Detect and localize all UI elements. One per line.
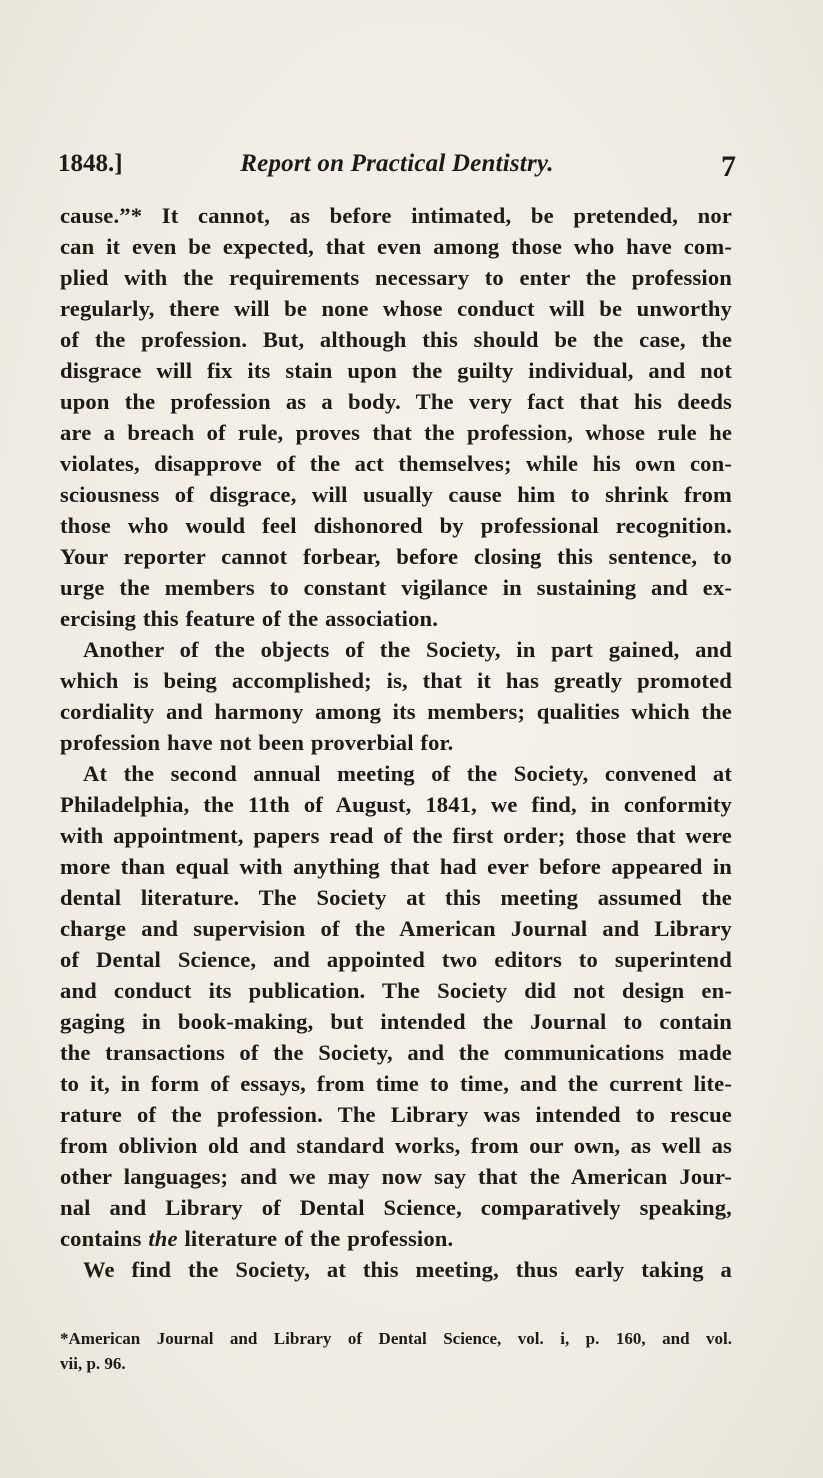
paragraph-2: [60, 634, 732, 758]
text-line: profession have not been proverbial for.: [60, 730, 454, 755]
page-number: 7: [721, 150, 736, 183]
footnote: [60, 1326, 732, 1376]
text-line: ercising this feature of the association.: [60, 606, 439, 631]
text-line: sciousness of disgrace, will usually cause him to shrink from: [60, 482, 732, 507]
text-line: Your reporter cannot forbear, before closing this sentence, to: [60, 544, 732, 569]
header-year: 1848.]: [58, 150, 123, 177]
text-line: urge the members to constant vigilance in sustaining and ex-: [60, 575, 732, 600]
paragraph-4: [60, 1254, 732, 1285]
text-line: nal and Library of Dental Science, comparatively speaking,: [60, 1195, 732, 1220]
text-line: charge and supervision of the American Journal and Library: [60, 916, 732, 941]
text-line: Philadelphia, the 11th of August, 1841, we find, in conformity: [60, 792, 732, 817]
text-line: violates, disapprove of the act themselves; while his own con-: [60, 451, 732, 476]
text-line: more than equal with anything that had ever before appeared in: [60, 854, 732, 879]
header-title: Report on Practical Dentistry.: [240, 150, 554, 177]
text-line: of Dental Science, and appointed two editors to superintend: [60, 947, 732, 972]
text-line: are a breach of rule, proves that the profession, whose rule he: [60, 420, 732, 445]
text-line: which is being accomplished; is, that it has greatly promoted: [60, 668, 732, 693]
text-line: can it even be expected, that even among those who have com-: [60, 234, 732, 259]
text-line: of the profession. But, although this should be the case, the: [60, 327, 732, 352]
text-line: cordiality and harmony among its members; qualities which the: [60, 699, 732, 724]
text-line: At the second annual meeting of the Society, convened at: [83, 761, 732, 786]
text-line: plied with the requirements necessary to enter the profession: [60, 265, 732, 290]
text-line: the transactions of the Society, and the communications made: [60, 1040, 732, 1065]
text-line: gaging in book-making, but intended the Journal to contain: [60, 1009, 732, 1034]
paragraph-1: [60, 200, 732, 634]
text-line: regularly, there will be none whose conduct will be unworthy: [60, 296, 732, 321]
text-line: Another of the objects of the Society, in part gained, and: [83, 637, 732, 662]
text-line: cause.”* It cannot, as before intimated, be pretended, nor: [60, 203, 732, 228]
text-line: rature of the profession. The Library was intended to rescue: [60, 1102, 732, 1127]
text-line: contains the literature of the profession.: [60, 1226, 454, 1251]
text-line: and conduct its publication. The Society did not design en-: [60, 978, 732, 1003]
text-line: upon the profession as a body. The very fact that his deeds: [60, 389, 732, 414]
paragraph-3: [60, 758, 732, 1254]
text-line: We find the Society, at this meeting, thus early taking a: [83, 1257, 732, 1282]
text-line: with appointment, papers read of the first order; those that were: [60, 823, 732, 848]
text-line: to it, in form of essays, from time to time, and the current lite-: [60, 1071, 732, 1096]
text-line: dental literature. The Society at this meeting assumed the: [60, 885, 732, 910]
body-text: [60, 200, 732, 1285]
footnote-line: *American Journal and Library of Dental Science, vol. i, p. 160, and vol.: [60, 1329, 732, 1348]
text-line: from oblivion old and standard works, from our own, as well as: [60, 1133, 732, 1158]
text-line: other languages; and we may now say that the American Jour-: [60, 1164, 732, 1189]
running-header: [58, 150, 736, 186]
text-line: disgrace will fix its stain upon the guilty individual, and not: [60, 358, 732, 383]
footnote-line: vii, p. 96.: [60, 1354, 126, 1373]
text-line: those who would feel dishonored by professional recognition.: [60, 513, 732, 538]
